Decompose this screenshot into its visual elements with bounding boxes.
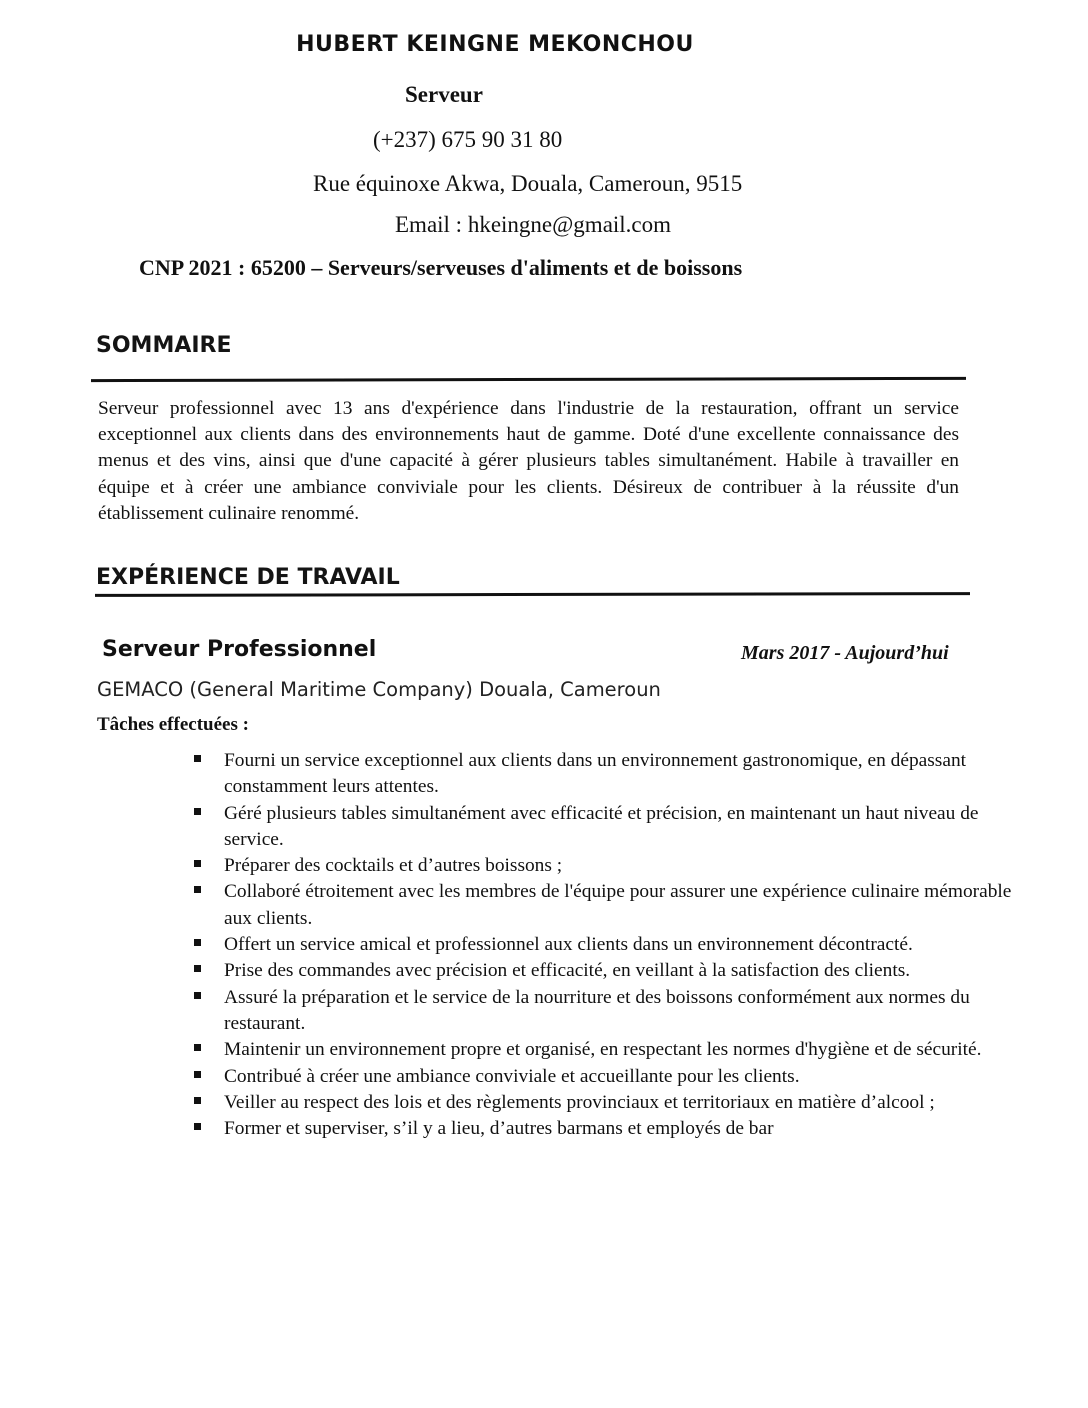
list-item <box>0 985 1014 1038</box>
list-item <box>0 1064 1014 1090</box>
postal-address: Rue équinoxe Akwa, Douala, Cameroun, 9515 <box>313 171 743 196</box>
bullet-icon <box>194 939 201 946</box>
job-company: GEMACO (General Maritime Company) Douala, Cameroun <box>97 678 661 701</box>
job-dates: Mars 2017 - Aujourd’hui <box>741 642 949 664</box>
bullet-icon <box>194 965 201 972</box>
bullet-icon <box>194 886 201 893</box>
bullet-icon <box>194 808 201 815</box>
summary-divider <box>91 377 966 382</box>
list-item <box>0 1037 1014 1063</box>
task-list <box>0 748 1088 1142</box>
task-text: Géré plusieurs tables simultanément avec efficacité et précision, en maintenant un haut niveau de service. <box>224 802 979 850</box>
bullet-icon <box>194 860 201 867</box>
task-text: Veiller au respect des lois et des règlements provinciaux et territoriaux en matière d’alcool ; <box>224 1091 935 1113</box>
list-item <box>0 801 1014 854</box>
bullet-icon <box>194 1044 201 1051</box>
summary-paragraph: Serveur professionnel avec 13 ans d'expérience dans l'industrie de la restauration, offrant un service exceptionnel aux clients dans des environnements haut de gamme. Doté d'une excellente connaissance des menus et des vins, ainsi que d'une capacité à gérer plusieurs tables simultanément. Habile à travailler en équipe et à créer une ambiance conviviale pour les clients. Désireux de contribuer à la réussite d'un établissement culinaire renommé. <box>98 398 959 524</box>
tasks-label: Tâches effectuées : <box>97 714 249 735</box>
task-text: Former et superviser, s’il y a lieu, d’autres barmans et employés de bar <box>224 1118 774 1140</box>
phone-number: (+237) 675 90 31 80 <box>373 127 563 152</box>
candidate-name: HUBERT KEINGNE MEKONCHOU <box>296 32 694 57</box>
experience-divider <box>95 592 970 597</box>
list-item <box>0 958 1014 984</box>
bullet-icon <box>194 1097 201 1104</box>
bullet-icon <box>194 1123 201 1130</box>
task-text: Maintenir un environnement propre et organisé, en respectant les normes d'hygiène et de sécurité. <box>224 1039 982 1061</box>
list-item <box>0 879 1014 932</box>
bullet-icon <box>194 755 201 762</box>
summary-heading: SOMMAIRE <box>96 333 232 358</box>
task-text: Fourni un service exceptionnel aux clients dans un environnement gastronomique, en dépassant constamment leurs attentes. <box>224 750 967 798</box>
task-text: Préparer des cocktails et d’autres boissons ; <box>224 855 563 877</box>
task-text: Collaboré étroitement avec les membres de l'équipe pour assurer une expérience culinaire mémorable aux clients. <box>224 881 1012 929</box>
list-item <box>0 932 1014 958</box>
bullet-icon <box>194 992 201 999</box>
task-text: Assuré la préparation et le service de la nourriture et des boissons conformément aux normes du restaurant. <box>224 986 970 1034</box>
task-text: Contribué à créer une ambiance conviviale et accueillante pour les clients. <box>224 1065 800 1087</box>
experience-heading: EXPÉRIENCE DE TRAVAIL <box>96 565 400 590</box>
task-text: Offert un service amical et professionnel aux clients dans un environnement décontracté. <box>224 934 913 956</box>
job-title: Serveur Professionnel <box>102 637 377 662</box>
list-item <box>0 1116 1014 1142</box>
cnp-code: CNP 2021 : 65200 – Serveurs/serveuses d'aliments et de boissons <box>139 255 743 280</box>
list-item <box>0 853 1014 879</box>
list-item <box>0 748 1014 801</box>
list-item <box>0 1090 1014 1116</box>
email-address: Email : hkeingne@gmail.com <box>395 212 672 237</box>
task-text: Prise des commandes avec précision et efficacité, en veillant à la satisfaction des clients. <box>224 960 911 982</box>
bullet-icon <box>194 1071 201 1078</box>
job-role: Serveur <box>405 82 483 107</box>
